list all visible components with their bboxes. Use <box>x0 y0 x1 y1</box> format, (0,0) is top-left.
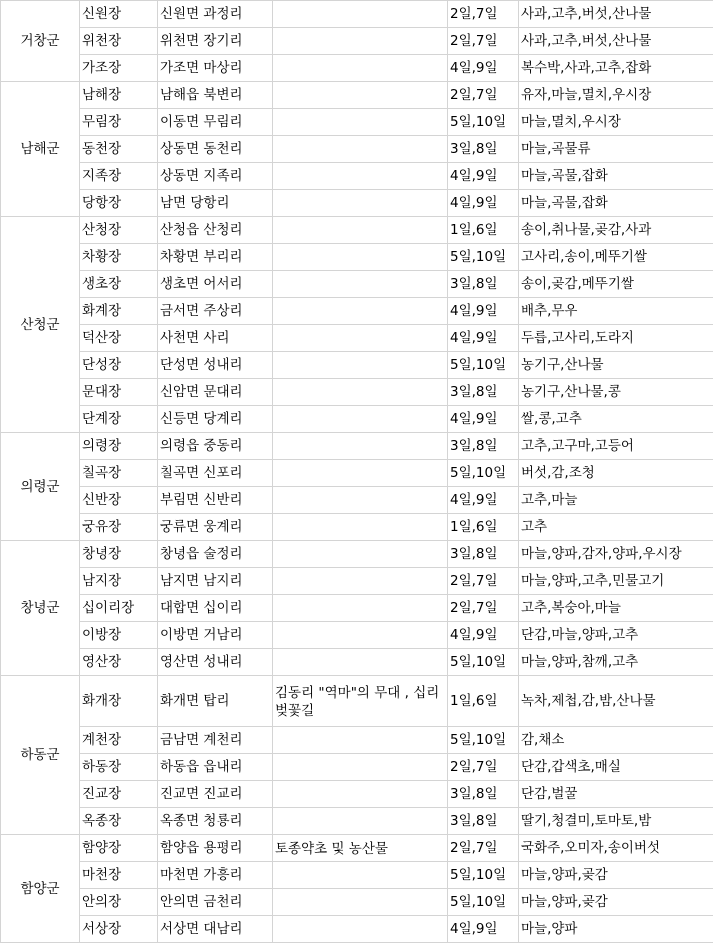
products-cell: 쌀,콩,고추 <box>519 406 713 433</box>
products-cell: 감,채소 <box>519 727 713 754</box>
products-cell: 고추,복숭아,마늘 <box>519 595 713 622</box>
table-row <box>1 595 713 622</box>
note-cell <box>273 622 448 649</box>
note-cell <box>273 595 448 622</box>
market-days-cell: 1일,6일 <box>448 217 519 244</box>
table-row <box>1 781 713 808</box>
table-row <box>1 55 713 82</box>
market-days-cell: 3일,8일 <box>448 271 519 298</box>
location-cell: 이동면 무림리 <box>158 109 273 136</box>
note-cell <box>273 325 448 352</box>
note-cell <box>273 433 448 460</box>
note-cell <box>273 460 448 487</box>
market-name-cell: 가조장 <box>80 55 158 82</box>
table-row <box>1 460 713 487</box>
table-row <box>1 406 713 433</box>
market-days-cell: 4일,9일 <box>448 190 519 217</box>
location-cell: 부림면 신반리 <box>158 487 273 514</box>
location-cell: 마천면 가흥리 <box>158 862 273 889</box>
products-cell: 마늘,양파 <box>519 916 713 943</box>
location-cell: 가조면 마상리 <box>158 55 273 82</box>
market-name-cell: 십이리장 <box>80 595 158 622</box>
products-cell: 단감,갑색초,매실 <box>519 754 713 781</box>
note-cell <box>273 1 448 28</box>
table-row <box>1 568 713 595</box>
note-cell <box>273 82 448 109</box>
market-days-cell: 2일,7일 <box>448 568 519 595</box>
note-cell <box>273 514 448 541</box>
market-days-cell: 2일,7일 <box>448 835 519 862</box>
market-name-cell: 단계장 <box>80 406 158 433</box>
market-days-cell: 4일,9일 <box>448 406 519 433</box>
note-cell <box>273 541 448 568</box>
location-cell: 하동읍 읍내리 <box>158 754 273 781</box>
note-cell <box>273 649 448 676</box>
note-cell <box>273 916 448 943</box>
market-name-cell: 생초장 <box>80 271 158 298</box>
market-name-cell: 위천장 <box>80 28 158 55</box>
market-days-cell: 5일,10일 <box>448 727 519 754</box>
table-row <box>1 862 713 889</box>
market-table-body <box>1 1 713 943</box>
products-cell: 사과,고추,버섯,산나물 <box>519 1 713 28</box>
market-name-cell: 문대장 <box>80 379 158 406</box>
market-name-cell: 남지장 <box>80 568 158 595</box>
market-days-cell: 2일,7일 <box>448 754 519 781</box>
market-name-cell: 화개장 <box>80 676 158 727</box>
market-name-cell: 서상장 <box>80 916 158 943</box>
products-cell: 사과,고추,버섯,산나물 <box>519 28 713 55</box>
products-cell: 유자,마늘,멸치,우시장 <box>519 82 713 109</box>
market-days-cell: 2일,7일 <box>448 82 519 109</box>
products-cell: 송이,취나물,곶감,사과 <box>519 217 713 244</box>
location-cell: 남지면 남지리 <box>158 568 273 595</box>
note-cell <box>273 352 448 379</box>
market-days-cell: 4일,9일 <box>448 55 519 82</box>
market-days-cell: 4일,9일 <box>448 298 519 325</box>
market-name-cell: 진교장 <box>80 781 158 808</box>
location-cell: 신원면 과정리 <box>158 1 273 28</box>
location-cell: 상동면 동천리 <box>158 136 273 163</box>
market-name-cell: 무림장 <box>80 109 158 136</box>
note-cell <box>273 568 448 595</box>
market-name-cell: 안의장 <box>80 889 158 916</box>
products-cell: 국화주,오미자,송이버섯 <box>519 835 713 862</box>
market-days-cell: 2일,7일 <box>448 1 519 28</box>
table-row <box>1 541 713 568</box>
location-cell: 이방면 거남리 <box>158 622 273 649</box>
table-row <box>1 808 713 835</box>
market-days-cell: 3일,8일 <box>448 433 519 460</box>
note-cell <box>273 217 448 244</box>
products-cell: 마늘,양파,감자,양파,우시장 <box>519 541 713 568</box>
market-name-cell: 옥종장 <box>80 808 158 835</box>
table-row <box>1 622 713 649</box>
market-days-cell: 3일,8일 <box>448 781 519 808</box>
note-cell <box>273 889 448 916</box>
market-name-cell: 남해장 <box>80 82 158 109</box>
products-cell: 마늘,멸치,우시장 <box>519 109 713 136</box>
market-name-cell: 차황장 <box>80 244 158 271</box>
note-cell <box>273 55 448 82</box>
market-days-cell: 5일,10일 <box>448 352 519 379</box>
location-cell: 영산면 성내리 <box>158 649 273 676</box>
location-cell: 단성면 성내리 <box>158 352 273 379</box>
products-cell: 버섯,감,조청 <box>519 460 713 487</box>
market-name-cell: 칠곡장 <box>80 460 158 487</box>
location-cell: 의령읍 중동리 <box>158 433 273 460</box>
table-row <box>1 487 713 514</box>
location-cell: 사천면 사리 <box>158 325 273 352</box>
market-days-cell: 4일,9일 <box>448 487 519 514</box>
note-cell <box>273 754 448 781</box>
table-row <box>1 109 713 136</box>
market-name-cell: 이방장 <box>80 622 158 649</box>
products-cell: 농기구,산나물 <box>519 352 713 379</box>
market-name-cell: 의령장 <box>80 433 158 460</box>
table-row <box>1 676 713 727</box>
county-cell: 산청군 <box>1 217 80 433</box>
market-name-cell: 산청장 <box>80 217 158 244</box>
market-days-cell: 3일,8일 <box>448 541 519 568</box>
note-cell <box>273 781 448 808</box>
location-cell: 신등면 당계리 <box>158 406 273 433</box>
note-cell <box>273 190 448 217</box>
market-days-cell: 4일,9일 <box>448 916 519 943</box>
location-cell: 생초면 어서리 <box>158 271 273 298</box>
note-cell <box>273 862 448 889</box>
location-cell: 창녕읍 술정리 <box>158 541 273 568</box>
table-row <box>1 163 713 190</box>
products-cell: 마늘,양파,곶감 <box>519 889 713 916</box>
market-name-cell: 당항장 <box>80 190 158 217</box>
market-name-cell: 마천장 <box>80 862 158 889</box>
market-days-cell: 1일,6일 <box>448 676 519 727</box>
location-cell: 남면 당항리 <box>158 190 273 217</box>
table-row <box>1 754 713 781</box>
note-cell <box>273 28 448 55</box>
table-row <box>1 727 713 754</box>
location-cell: 진교면 진교리 <box>158 781 273 808</box>
note-cell <box>273 406 448 433</box>
market-name-cell: 덕산장 <box>80 325 158 352</box>
products-cell: 단감,벌꿀 <box>519 781 713 808</box>
county-cell: 함양군 <box>1 835 80 943</box>
note-cell <box>273 244 448 271</box>
location-cell: 서상면 대남리 <box>158 916 273 943</box>
location-cell: 화개면 탑리 <box>158 676 273 727</box>
products-cell: 마늘,곡물,잡화 <box>519 190 713 217</box>
products-cell: 단감,마늘,양파,고추 <box>519 622 713 649</box>
market-days-cell: 4일,9일 <box>448 622 519 649</box>
table-row <box>1 433 713 460</box>
county-cell: 거창군 <box>1 1 80 82</box>
market-name-cell: 단성장 <box>80 352 158 379</box>
products-cell: 두릅,고사리,도라지 <box>519 325 713 352</box>
market-days-cell: 5일,10일 <box>448 649 519 676</box>
table-row <box>1 379 713 406</box>
market-name-cell: 계천장 <box>80 727 158 754</box>
products-cell: 배추,무우 <box>519 298 713 325</box>
market-name-cell: 영산장 <box>80 649 158 676</box>
location-cell: 안의면 금천리 <box>158 889 273 916</box>
market-name-cell: 신원장 <box>80 1 158 28</box>
market-days-cell: 1일,6일 <box>448 514 519 541</box>
market-name-cell: 지족장 <box>80 163 158 190</box>
county-cell: 남해군 <box>1 82 80 217</box>
location-cell: 대합면 십이리 <box>158 595 273 622</box>
location-cell: 신암면 문대리 <box>158 379 273 406</box>
products-cell: 고사리,송이,메뚜기쌀 <box>519 244 713 271</box>
note-cell: 김동리 "역마"의 무대 , 십리 벚꽃길 <box>273 676 448 727</box>
location-cell: 궁류면 웅계리 <box>158 514 273 541</box>
note-cell: 토종약초 및 농산물 <box>273 835 448 862</box>
note-cell <box>273 379 448 406</box>
market-days-cell: 5일,10일 <box>448 889 519 916</box>
market-days-cell: 2일,7일 <box>448 595 519 622</box>
location-cell: 금서면 주상리 <box>158 298 273 325</box>
table-row <box>1 28 713 55</box>
table-row <box>1 649 713 676</box>
table-row <box>1 325 713 352</box>
table-row <box>1 244 713 271</box>
market-name-cell: 창녕장 <box>80 541 158 568</box>
county-cell: 하동군 <box>1 676 80 835</box>
products-cell: 마늘,양파,참깨,고추 <box>519 649 713 676</box>
products-cell: 마늘,양파,고추,민물고기 <box>519 568 713 595</box>
table-row <box>1 1 713 28</box>
market-name-cell: 하동장 <box>80 754 158 781</box>
products-cell: 마늘,양파,곶감 <box>519 862 713 889</box>
location-cell: 차황면 부리리 <box>158 244 273 271</box>
table-row <box>1 298 713 325</box>
note-cell <box>273 163 448 190</box>
note-cell <box>273 136 448 163</box>
products-cell: 녹차,제첩,감,밤,산나물 <box>519 676 713 727</box>
products-cell: 마늘,곡물류 <box>519 136 713 163</box>
table-row <box>1 514 713 541</box>
market-days-cell: 2일,7일 <box>448 28 519 55</box>
products-cell: 고추,마늘 <box>519 487 713 514</box>
note-cell <box>273 298 448 325</box>
table-row <box>1 190 713 217</box>
location-cell: 위천면 장기리 <box>158 28 273 55</box>
products-cell: 고추,고구마,고등어 <box>519 433 713 460</box>
market-name-cell: 신반장 <box>80 487 158 514</box>
market-name-cell: 화계장 <box>80 298 158 325</box>
location-cell: 금남면 계천리 <box>158 727 273 754</box>
table-row <box>1 352 713 379</box>
location-cell: 옥종면 청룡리 <box>158 808 273 835</box>
county-cell: 의령군 <box>1 433 80 541</box>
market-name-cell: 동천장 <box>80 136 158 163</box>
note-cell <box>273 271 448 298</box>
location-cell: 산청읍 산청리 <box>158 217 273 244</box>
products-cell: 마늘,곡물,잡화 <box>519 163 713 190</box>
table-row <box>1 136 713 163</box>
market-days-cell: 5일,10일 <box>448 460 519 487</box>
table-row <box>1 835 713 862</box>
location-cell: 남해읍 북변리 <box>158 82 273 109</box>
location-cell: 상동면 지족리 <box>158 163 273 190</box>
county-cell: 창녕군 <box>1 541 80 676</box>
table-row <box>1 82 713 109</box>
market-days-cell: 4일,9일 <box>448 163 519 190</box>
market-days-cell: 4일,9일 <box>448 325 519 352</box>
products-cell: 농기구,산나물,콩 <box>519 379 713 406</box>
products-cell: 송이,곶감,메뚜기쌀 <box>519 271 713 298</box>
location-cell: 칠곡면 신포리 <box>158 460 273 487</box>
note-cell <box>273 808 448 835</box>
market-days-cell: 3일,8일 <box>448 136 519 163</box>
note-cell <box>273 109 448 136</box>
market-name-cell: 궁유장 <box>80 514 158 541</box>
location-cell: 함양읍 용평리 <box>158 835 273 862</box>
note-cell <box>273 487 448 514</box>
products-cell: 복수박,사과,고추,잡화 <box>519 55 713 82</box>
table-row <box>1 889 713 916</box>
table-row <box>1 271 713 298</box>
market-name-cell: 함양장 <box>80 835 158 862</box>
table-row <box>1 916 713 943</box>
products-cell: 고추 <box>519 514 713 541</box>
market-days-cell: 5일,10일 <box>448 109 519 136</box>
market-days-cell: 5일,10일 <box>448 244 519 271</box>
market-days-cell: 3일,8일 <box>448 379 519 406</box>
note-cell <box>273 727 448 754</box>
market-days-cell: 3일,8일 <box>448 808 519 835</box>
products-cell: 딸기,청결미,토마토,밤 <box>519 808 713 835</box>
market-days-cell: 5일,10일 <box>448 862 519 889</box>
table-row <box>1 217 713 244</box>
